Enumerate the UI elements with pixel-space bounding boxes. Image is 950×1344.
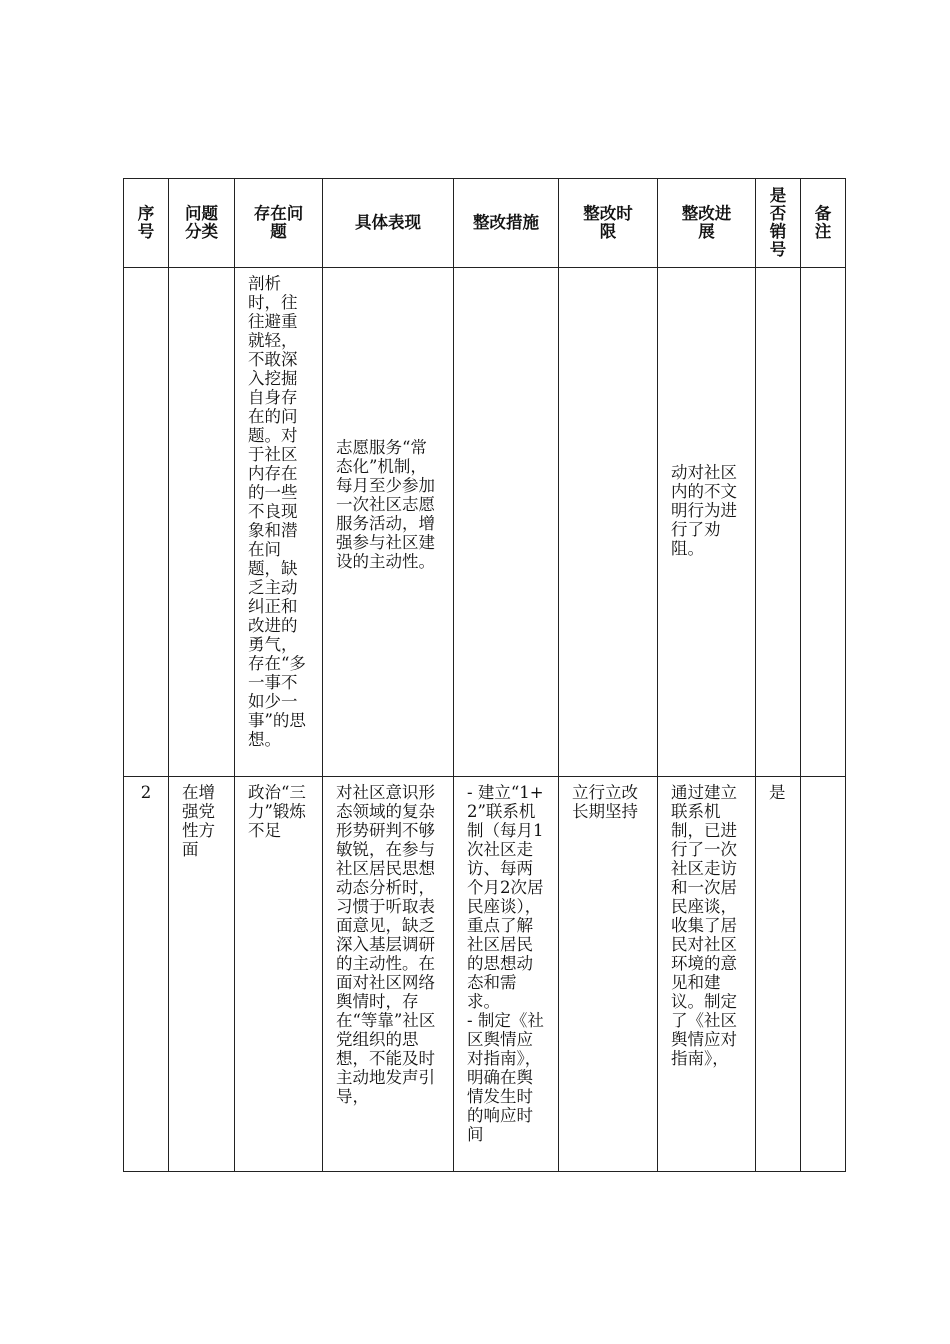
table-row	[124, 777, 846, 1172]
rectification-table	[123, 178, 846, 1172]
cell-progress: 动对社区内的不文明行为进行了劝阻。	[658, 268, 756, 777]
cell-manifestation: 对社区意识形态领域的复杂形势研判不够敏锐，在参与社区居民思想动态分析时，习惯于听取表面意见，缺乏深入基层调研的主动性。在面对社区网络舆情时，存在“等靠”社区党组织的思想，不能及时主动地发声引导，	[323, 777, 454, 1172]
header-row	[124, 179, 846, 268]
cell-seq	[124, 268, 169, 777]
header-deadline: 整改时 限	[559, 179, 658, 268]
header-progress: 整改进 展	[658, 179, 756, 268]
header-closed: 是 否 销 号	[756, 179, 801, 268]
cell-deadline: 立行立改 长期坚持	[559, 777, 658, 1172]
cell-closed	[756, 268, 801, 777]
cell-measures	[454, 268, 559, 777]
cell-measures: - 建立“1+2”联系机制（每月1次社区走访、每两个月2次居民座谈），重点了解社区居民的思想动态和需求。 - 制定《社区舆情应对指南》，明确在舆情发生时的响应时间	[454, 777, 559, 1172]
cell-progress: 通过建立联系机制，已进行了一次社区走访和一次居民座谈，收集了居民对社区环境的意见和建议。制定了《社区舆情应对指南》，	[658, 777, 756, 1172]
table-row	[124, 268, 846, 777]
header-manifestation: 具体表现	[323, 179, 454, 268]
cell-remark	[801, 268, 846, 777]
cell-manifestation: 志愿服务“常态化”机制，每月至少参加一次社区志愿服务活动，增强参与社区建设的主动性。	[323, 268, 454, 777]
header-problem: 存在问 题	[235, 179, 323, 268]
cell-deadline	[559, 268, 658, 777]
cell-seq: 2	[124, 777, 169, 1172]
header-seq: 序 号	[124, 179, 169, 268]
header-remark: 备 注	[801, 179, 846, 268]
cell-problem: 政治“三力”锻炼不足	[235, 777, 323, 1172]
header-measures: 整改措施	[454, 179, 559, 268]
cell-remark	[801, 777, 846, 1172]
header-category: 问题 分类	[169, 179, 235, 268]
cell-category	[169, 268, 235, 777]
cell-problem: 剖析时，往往避重就轻，不敢深入挖掘自身存在的问题。对于社区内存在的一些不良现象和潜在问题，缺乏主动纠正和改进的勇气，存在“多一事不如少一事”的思想。	[235, 268, 323, 777]
cell-closed: 是	[756, 777, 801, 1172]
cell-category: 在增强党性方面	[169, 777, 235, 1172]
